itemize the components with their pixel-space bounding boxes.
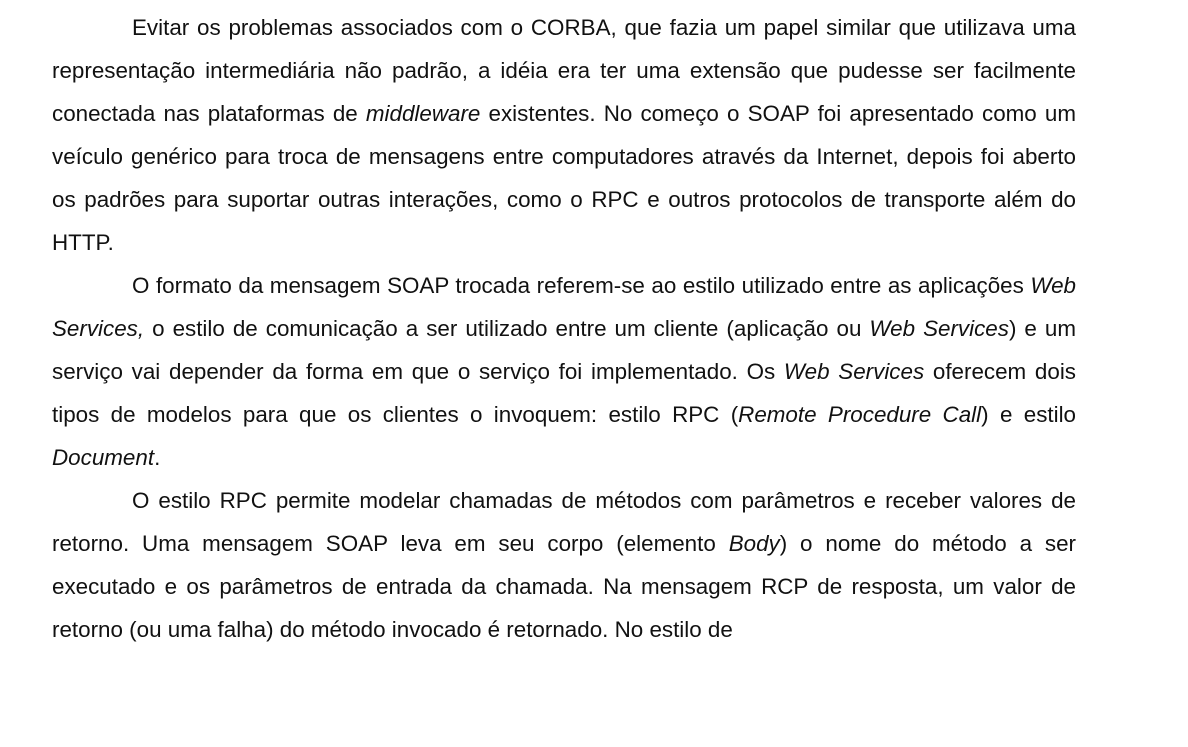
paragraph-text: existentes. No começo o SOAP foi apresentado como um veículo genérico para troca de mensagens entre computadores através da Internet, depois foi aberto os padrões para suportar outras interações, como o RPC e outros protocolos de transporte além do HTTP. bbox=[52, 101, 1076, 255]
paragraph-text: . bbox=[154, 445, 161, 470]
paragraph-3 bbox=[52, 479, 1076, 651]
paragraph-text: O estilo RPC permite modelar chamadas de métodos com parâmetros e receber valores de retorno. Uma mensagem SOAP leva em seu corpo (elemento bbox=[52, 488, 1076, 556]
document-page bbox=[52, 6, 1076, 651]
paragraph-text: ) o nome do método a ser executado e os parâmetros de entrada da chamada. Na mensagem RCP de resposta, um valor de retorno (ou uma falha) do método invocado é retornado. No estilo de bbox=[52, 531, 1077, 642]
paragraph-1 bbox=[52, 6, 1076, 264]
italic-term: Body bbox=[728, 531, 780, 556]
paragraph-2 bbox=[52, 264, 1076, 479]
italic-term: Remote Procedure Call bbox=[738, 402, 982, 427]
paragraph-text: o estilo de comunicação a ser utilizado entre um cliente (aplicação ou bbox=[144, 316, 870, 341]
italic-term: Web Services bbox=[783, 359, 925, 384]
paragraph-text: ) e estilo bbox=[981, 402, 1077, 427]
paragraph-text: oferecem dois tipos de modelos para que os clientes o invoquem: estilo RPC ( bbox=[52, 359, 1076, 427]
italic-term: middleware bbox=[365, 101, 481, 126]
paragraph-text: O formato da mensagem SOAP trocada referem-se ao estilo utilizado entre as aplicações bbox=[132, 273, 1031, 298]
italic-term: Document bbox=[52, 445, 155, 470]
paragraph-text: ) e um serviço vai depender da forma em que o serviço foi implementado. Os bbox=[52, 316, 1076, 384]
paragraph-text: Evitar os problemas associados com o CORBA, que fazia um papel similar que utilizava uma representação intermediária não padrão, a idéia era ter uma extensão que pudesse ser facilmente conectada nas plataformas de bbox=[52, 15, 1076, 126]
italic-term: Web Services bbox=[869, 316, 1009, 341]
italic-term: Web Services, bbox=[52, 273, 1076, 341]
